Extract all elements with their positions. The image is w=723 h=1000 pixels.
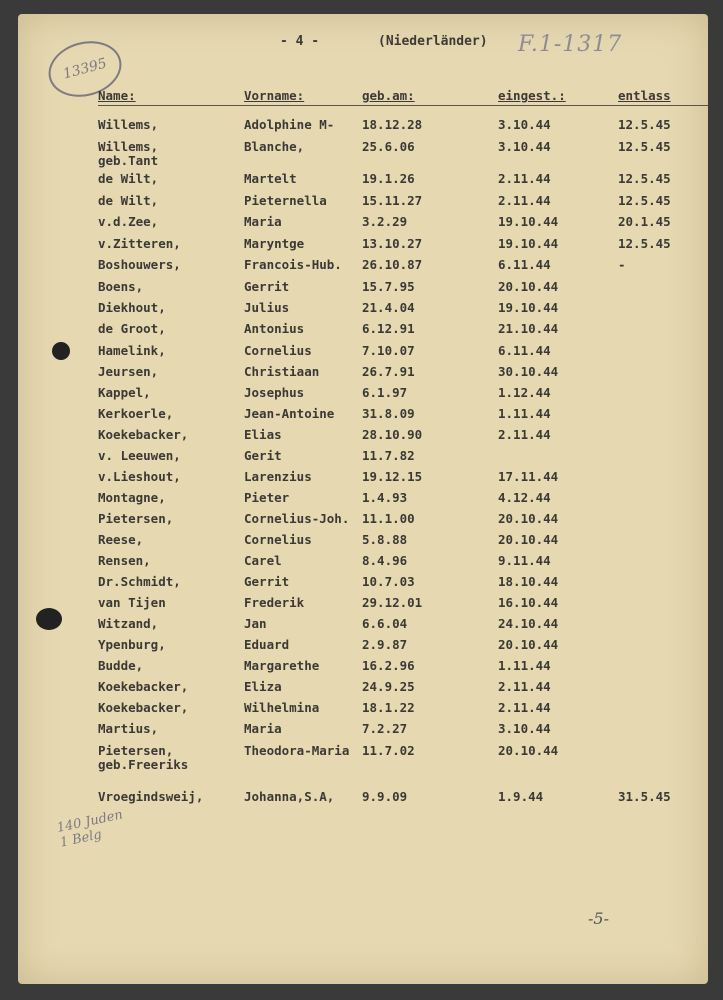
cell-born: 10.7.03 bbox=[362, 574, 415, 589]
cell-in: 20.10.44 bbox=[498, 532, 559, 547]
cell-born: 9.9.09 bbox=[362, 789, 408, 804]
cell-born: 26.7.91 bbox=[362, 364, 415, 379]
cell-born: 28.10.90 bbox=[362, 427, 423, 442]
cell-name: Koekebacker, bbox=[98, 700, 189, 715]
cell-out: 12.5.45 bbox=[618, 139, 671, 154]
cell-born: 6.1.97 bbox=[362, 385, 408, 400]
cell-name: Boshouwers, bbox=[98, 257, 181, 272]
cell-first: Adolphine M- bbox=[244, 117, 335, 132]
cell-in: 1.9.44 bbox=[498, 789, 544, 804]
cell-first: Cornelius bbox=[244, 343, 312, 358]
cell-born: 24.9.25 bbox=[362, 679, 415, 694]
cell-born: 2.9.87 bbox=[362, 637, 408, 652]
cell-out: 12.5.45 bbox=[618, 236, 671, 251]
cell-name: v.Lieshout, bbox=[98, 469, 181, 484]
punch-hole-bottom bbox=[36, 608, 62, 630]
column-header-in: eingest.: bbox=[498, 88, 566, 103]
cell-born: 18.1.22 bbox=[362, 700, 415, 715]
cell-name: Rensen, bbox=[98, 553, 151, 568]
cell-in: 20.10.44 bbox=[498, 279, 559, 294]
cell-name: van Tijen bbox=[98, 595, 166, 610]
cell-first: Johanna,S.A, bbox=[244, 789, 335, 804]
cell-born: 3.2.29 bbox=[362, 214, 408, 229]
cell-in: 19.10.44 bbox=[498, 300, 559, 315]
cell-in: 30.10.44 bbox=[498, 364, 559, 379]
cell-born: 13.10.27 bbox=[362, 236, 423, 251]
column-header-born: geb.am: bbox=[362, 88, 415, 103]
document-page bbox=[18, 14, 708, 984]
column-header-first: Vorname: bbox=[244, 88, 305, 103]
cell-born: 18.12.28 bbox=[362, 117, 423, 132]
cell-name: Dr.Schmidt, bbox=[98, 574, 181, 589]
cell-name: Willems, bbox=[98, 117, 159, 132]
cell-name: v.d.Zee, bbox=[98, 214, 159, 229]
cell-out: 12.5.45 bbox=[618, 117, 671, 132]
cell-born: 6.6.04 bbox=[362, 616, 408, 631]
reference-note: F.1-1317 bbox=[518, 32, 623, 57]
cell-first: Josephus bbox=[244, 385, 305, 400]
cell-in: 2.11.44 bbox=[498, 679, 551, 694]
punch-hole-top bbox=[52, 342, 70, 360]
cell-out: 20.1.45 bbox=[618, 214, 671, 229]
cell-in: 2.11.44 bbox=[498, 171, 551, 186]
cell-born: 15.7.95 bbox=[362, 279, 415, 294]
cell-name: Willems, geb.Tant bbox=[98, 139, 159, 168]
cell-in: 1.11.44 bbox=[498, 406, 551, 421]
cell-in: 16.10.44 bbox=[498, 595, 559, 610]
cell-name: Jeursen, bbox=[98, 364, 159, 379]
cell-name: Martius, bbox=[98, 721, 159, 736]
cell-born: 5.8.88 bbox=[362, 532, 408, 547]
cell-out: 12.5.45 bbox=[618, 171, 671, 186]
cell-name: Kerkoerle, bbox=[98, 406, 174, 421]
cell-born: 11.7.82 bbox=[362, 448, 415, 463]
cell-in: 2.11.44 bbox=[498, 193, 551, 208]
cell-first: Gerrit bbox=[244, 574, 290, 589]
cell-in: 6.11.44 bbox=[498, 257, 551, 272]
cell-in: 19.10.44 bbox=[498, 236, 559, 251]
cell-born: 31.8.09 bbox=[362, 406, 415, 421]
cell-name: Ypenburg, bbox=[98, 637, 166, 652]
cell-name: Vroegindsweij, bbox=[98, 789, 204, 804]
cell-first: Martelt bbox=[244, 171, 297, 186]
cell-name: Witzand, bbox=[98, 616, 159, 631]
cell-in: 18.10.44 bbox=[498, 574, 559, 589]
cell-first: Francois-Hub. bbox=[244, 257, 342, 272]
cell-first: Elias bbox=[244, 427, 282, 442]
cell-first: Pieternella bbox=[244, 193, 327, 208]
cell-name: de Wilt, bbox=[98, 171, 159, 186]
cell-first: Maria bbox=[244, 721, 282, 736]
cell-born: 6.12.91 bbox=[362, 321, 415, 336]
section-title: (Niederländer) bbox=[378, 34, 488, 49]
cell-born: 19.12.15 bbox=[362, 469, 423, 484]
cell-first: Julius bbox=[244, 300, 290, 315]
cell-out: 31.5.45 bbox=[618, 789, 671, 804]
cell-first: Maryntge bbox=[244, 236, 305, 251]
cell-first: Pieter bbox=[244, 490, 290, 505]
handwritten-note: 140 Juden 1 Belg bbox=[55, 807, 125, 851]
cell-name: Budde, bbox=[98, 658, 144, 673]
cell-name: Pietersen, geb.Freeriks bbox=[98, 743, 189, 772]
cell-in: 20.10.44 bbox=[498, 511, 559, 526]
cell-first: Wilhelmina bbox=[244, 700, 320, 715]
column-header-name: Name: bbox=[98, 88, 136, 103]
cell-born: 26.10.87 bbox=[362, 257, 423, 272]
cell-first: Gerit bbox=[244, 448, 282, 463]
cell-name: Montagne, bbox=[98, 490, 166, 505]
cell-name: de Groot, bbox=[98, 321, 166, 336]
stamp-number: 13395 bbox=[61, 55, 109, 83]
cell-born: 16.2.96 bbox=[362, 658, 415, 673]
cell-born: 7.2.27 bbox=[362, 721, 408, 736]
cell-first: Jan bbox=[244, 616, 267, 631]
cell-in: 9.11.44 bbox=[498, 553, 551, 568]
cell-in: 20.10.44 bbox=[498, 637, 559, 652]
cell-name: de Wilt, bbox=[98, 193, 159, 208]
cell-in: 2.11.44 bbox=[498, 427, 551, 442]
cell-born: 8.4.96 bbox=[362, 553, 408, 568]
cell-name: Boens, bbox=[98, 279, 144, 294]
cell-in: 3.10.44 bbox=[498, 117, 551, 132]
cell-born: 11.7.02 bbox=[362, 743, 415, 758]
cell-first: Maria bbox=[244, 214, 282, 229]
cell-in: 21.10.44 bbox=[498, 321, 559, 336]
cell-name: Koekebacker, bbox=[98, 427, 189, 442]
cell-first: Cornelius bbox=[244, 532, 312, 547]
cell-born: 29.12.01 bbox=[362, 595, 423, 610]
cell-name: Hamelink, bbox=[98, 343, 166, 358]
cell-first: Blanche, bbox=[244, 139, 305, 154]
cell-first: Eliza bbox=[244, 679, 282, 694]
cell-in: 2.11.44 bbox=[498, 700, 551, 715]
cell-name: Koekebacker, bbox=[98, 679, 189, 694]
cell-first: Eduard bbox=[244, 637, 290, 652]
cell-born: 15.11.27 bbox=[362, 193, 423, 208]
cell-first: Carel bbox=[244, 553, 282, 568]
cell-born: 11.1.00 bbox=[362, 511, 415, 526]
cell-born: 21.4.04 bbox=[362, 300, 415, 315]
cell-first: Theodora-Maria bbox=[244, 743, 350, 758]
cell-name: v.Zitteren, bbox=[98, 236, 181, 251]
cell-born: 1.4.93 bbox=[362, 490, 408, 505]
cell-in: 20.10.44 bbox=[498, 743, 559, 758]
cell-in: 1.11.44 bbox=[498, 658, 551, 673]
cell-name: Reese, bbox=[98, 532, 144, 547]
cell-name: Pietersen, bbox=[98, 511, 174, 526]
cell-in: 19.10.44 bbox=[498, 214, 559, 229]
cell-in: 3.10.44 bbox=[498, 721, 551, 736]
page-mark: -5- bbox=[588, 909, 609, 928]
cell-name: v. Leeuwen, bbox=[98, 448, 181, 463]
cell-born: 19.1.26 bbox=[362, 171, 415, 186]
cell-first: Cornelius-Joh. bbox=[244, 511, 350, 526]
cell-out: - bbox=[618, 257, 626, 272]
cell-born: 7.10.07 bbox=[362, 343, 415, 358]
cell-out: 12.5.45 bbox=[618, 193, 671, 208]
header-rule bbox=[98, 105, 708, 106]
cell-first: Margarethe bbox=[244, 658, 320, 673]
cell-born: 25.6.06 bbox=[362, 139, 415, 154]
cell-in: 1.12.44 bbox=[498, 385, 551, 400]
cell-first: Frederik bbox=[244, 595, 305, 610]
cell-in: 3.10.44 bbox=[498, 139, 551, 154]
page-number-title: - 4 - bbox=[280, 34, 320, 49]
cell-name: Kappel, bbox=[98, 385, 151, 400]
cell-in: 24.10.44 bbox=[498, 616, 559, 631]
cell-in: 4.12.44 bbox=[498, 490, 551, 505]
cell-name: Diekhout, bbox=[98, 300, 166, 315]
cell-in: 6.11.44 bbox=[498, 343, 551, 358]
cell-first: Gerrit bbox=[244, 279, 290, 294]
cell-first: Antonius bbox=[244, 321, 305, 336]
column-header-out: entlass bbox=[618, 88, 671, 103]
cell-in: 17.11.44 bbox=[498, 469, 559, 484]
cell-first: Christiaan bbox=[244, 364, 320, 379]
cell-first: Jean-Antoine bbox=[244, 406, 335, 421]
cell-first: Larenzius bbox=[244, 469, 312, 484]
